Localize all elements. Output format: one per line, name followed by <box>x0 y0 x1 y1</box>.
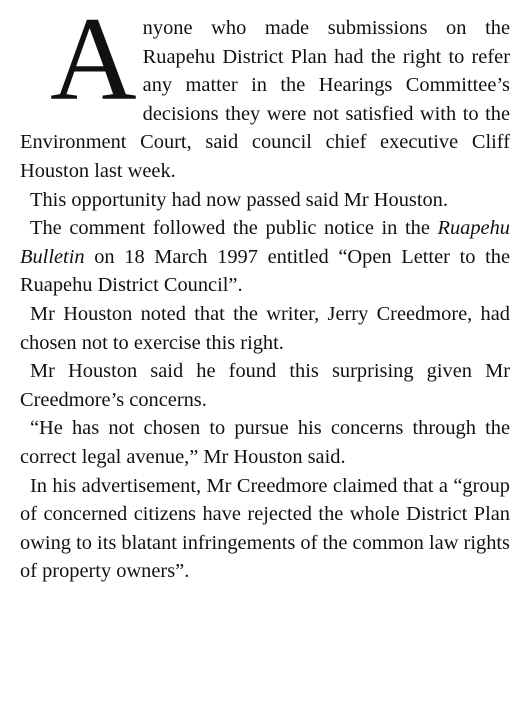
drop-cap-letter: A <box>50 0 137 125</box>
publication-name: Ruapehu Bulletin <box>20 217 510 268</box>
article-paragraph-6: “He has not chosen to pursue his concerns through the correct legal avenue,” Mr Houston said. <box>20 417 510 468</box>
article-paragraph-1 <box>20 0 510 186</box>
article-paragraph-7: In his advertisement, Mr Creedmore claimed that a “group of concerned citizens have rejected the whole District Plan owing to its blatant infringements of the common law rights of property owners”. <box>20 474 510 583</box>
paragraph-1-text: nyone who made submissions on the Ruapehu District Plan had the right to refer any matter in the Hearings Committee’s decisions they were not satisfied with to the Environment Court, said council chief executive Cliff Houston last week. <box>20 17 510 182</box>
paragraph-3-text-after: on 18 March 1997 entitled “Open Letter to the Ruapehu District Council”. <box>20 245 510 297</box>
paragraph-3-text-before: The comment followed the public notice in the <box>30 217 438 240</box>
article-paragraph-2: This opportunity had now passed said Mr Houston. <box>30 188 448 211</box>
article-paragraph-4: Mr Houston noted that the writer, Jerry Creedmore, had chosen not to exercise this right. <box>20 302 510 354</box>
article-column <box>20 0 510 586</box>
article-paragraph-5: Mr Houston said he found this surprising given Mr Creedmore’s concerns. <box>20 360 510 411</box>
article-paragraph-3 <box>20 214 510 300</box>
